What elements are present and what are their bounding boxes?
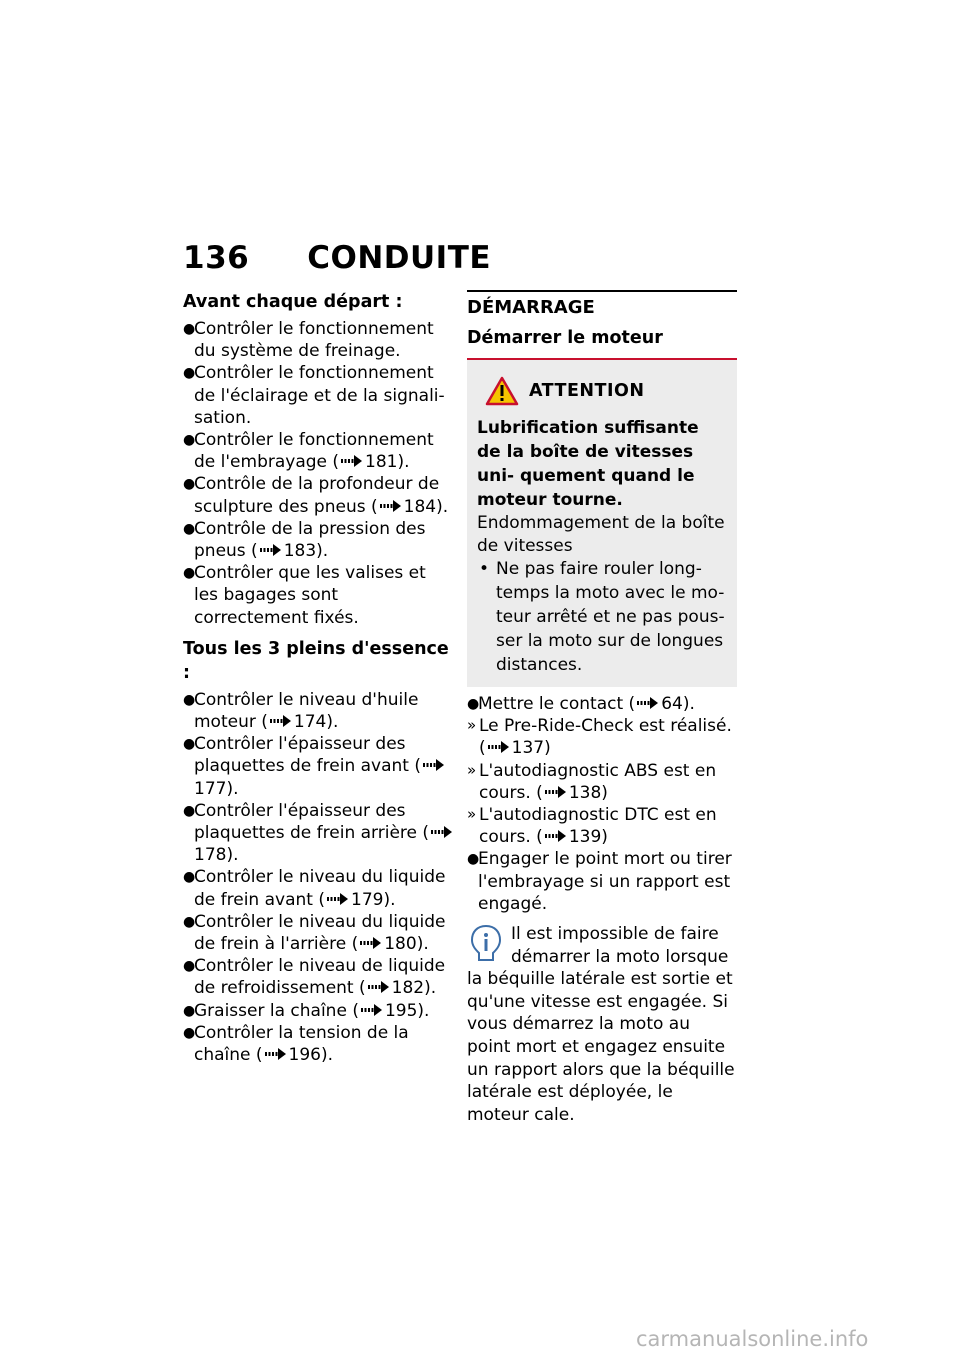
page-reference-arrow-icon [368,980,390,994]
list-item: ● Graisser la chaîne ( 195). [183,1000,430,1021]
info-text: Il est impossible de faire démarrer la moto lorsque la béquille latérale est sortie et qu'une vitesse est engagée. Si vous démarrez la moto au point mort et engagez ensuite un rapport alors que la béquille latérale est déployée, le moteur cale. [467,924,735,1125]
page-reference-arrow-icon [265,1047,287,1061]
bullet-icon: ● [183,1024,196,1041]
list-item: ● Contrôle de la profondeur de sculpture des pneus ( 184). [183,474,449,517]
left-column [183,290,455,1066]
bullet-icon: ● [183,802,196,819]
page-reference-link[interactable]: 138 [568,782,602,803]
result-arrow-icon: » [467,716,477,735]
list-item: ● Contrôler le fonctionnement de l'embrayage ( 181). [183,430,434,473]
result-arrow-icon: » [467,805,477,824]
page-reference-arrow-icon [431,825,453,839]
list-item: ● Contrôler le niveau du liquide de frein à l'arrière ( 180). [183,911,446,955]
info-icon [467,923,505,963]
page-reference-arrow-icon [360,936,382,950]
info-note [467,923,737,1126]
every-3-fills-list [183,689,455,1066]
page-reference-arrow-icon [270,714,292,728]
bullet-icon: ● [183,736,196,753]
page-reference-link[interactable]: 178 [194,845,227,866]
warning-header [485,376,727,406]
warning-cause: Lubrification suffisante de la boîte de vitesses uni- quement quand le moteur tourne. [477,418,699,510]
page-reference-arrow-icon [341,454,363,468]
warning-consequence: Endommagement de la boîte de vitesses [477,513,725,556]
list-item: ● Contrôler la tension de la chaîne ( 196). [183,1022,409,1066]
page-reference-link[interactable]: 195 [384,1000,418,1021]
bullet-icon: ● [467,696,480,712]
page-reference-link[interactable]: 179 [351,889,384,910]
page-reference-link[interactable]: 181 [365,452,398,473]
page-reference-link[interactable]: 174 [293,712,327,733]
page-reference-arrow-icon [545,785,567,799]
start-steps-list [467,693,737,915]
section-before-ride-title: Avant chaque départ : [183,292,403,312]
bullet-icon: ● [183,691,196,708]
bullet-icon: • [479,559,490,579]
page-number: 136 [183,240,250,276]
bullet-icon: ● [183,913,196,930]
list-item: ● Contrôler que les valises et les bagages sont correctement fixés. [183,563,426,628]
bullet-icon: ● [183,365,196,382]
bullet-icon: ● [467,851,480,868]
bullet-icon: ● [183,432,196,449]
section-divider [467,290,737,292]
page-reference-arrow-icon [423,758,445,772]
page-reference-arrow-icon [327,892,349,906]
page-reference-link[interactable]: 64 [661,694,683,714]
page-reference-link[interactable]: 184 [403,496,437,517]
page-reference-link[interactable]: 137 [511,738,545,759]
section-title-demarrage: DÉMARRAGE [467,297,595,318]
right-column [467,290,737,1126]
chapter-title: CONDUITE [307,240,492,276]
bullet-icon: ● [183,958,196,975]
page-reference-arrow-icon [488,740,510,754]
page-reference-arrow-icon [260,543,282,557]
list-item: ● Mettre le contact ( 64). [467,694,695,714]
result-arrow-icon: » [467,760,477,779]
warning-box [467,360,737,687]
bullet-icon: ● [183,520,196,537]
page-reference-link[interactable]: 180 [384,934,417,955]
list-item: ● Contrôler le fonctionnement du système de freinage. [183,319,434,362]
warning-title: ATTENTION [529,381,645,401]
list-item: ● Contrôler le fonctionnement de l'éclairage et de la signali- sation. [183,363,445,428]
page-reference-link[interactable]: 183 [283,541,317,562]
list-item: » Le Pre-Ride-Check est réalisé. ( 137) [467,716,732,759]
bullet-icon: ● [183,565,196,582]
bullet-icon: ● [183,476,196,493]
page-reference-arrow-icon [637,696,659,710]
page-reference-arrow-icon [545,829,567,843]
list-item: ● Contrôle de la pression des pneus ( 183). [183,518,426,562]
list-item: ● Contrôler le niveau de liquide de refroidissement ( 182). [183,956,446,999]
page-reference-link[interactable]: 196 [288,1045,321,1066]
list-item: » L'autodiagnostic ABS est en cours. ( 138) [467,760,717,803]
page-reference-link[interactable]: 177 [194,778,227,799]
bullet-icon: ● [183,869,196,886]
subsection-title: Démarrer le moteur [467,328,663,348]
watermark: carmanualsonline.info [636,1327,869,1351]
list-item: • Ne pas faire rouler long- temps la moto avec le mo- teur arrêté et ne pas pous- ser la moto sur de longues distances. [479,559,725,675]
page-reference-link[interactable]: 182 [391,978,425,999]
before-ride-list [183,318,455,629]
page-header [183,240,491,276]
list-item: » L'autodiagnostic DTC est en cours. ( 139) [467,805,717,848]
page-reference-arrow-icon [361,1003,383,1017]
bullet-icon: ● [183,1002,196,1019]
list-item: ● Contrôler l'épaisseur des plaquettes de frein arrière (178). [183,800,455,867]
list-item: ● Contrôler le niveau d'huile moteur ( 174). [183,689,419,733]
warning-measures [477,557,727,677]
page-reference-arrow-icon [380,499,402,513]
bullet-icon: ● [183,321,196,337]
list-item: ● Contrôler l'épaisseur des plaquettes de frein avant (177). [183,733,455,800]
page-reference-link[interactable]: 139 [568,827,602,848]
list-item: ● Contrôler le niveau du liquide de frein avant ( 179). [183,867,446,910]
section-every-3-fills-title: Tous les 3 pleins d'essence : [183,638,449,683]
warning-triangle-icon [485,376,519,406]
list-item: ● Engager le point mort ou tirer l'embrayage si un rapport est engagé. [467,849,732,914]
